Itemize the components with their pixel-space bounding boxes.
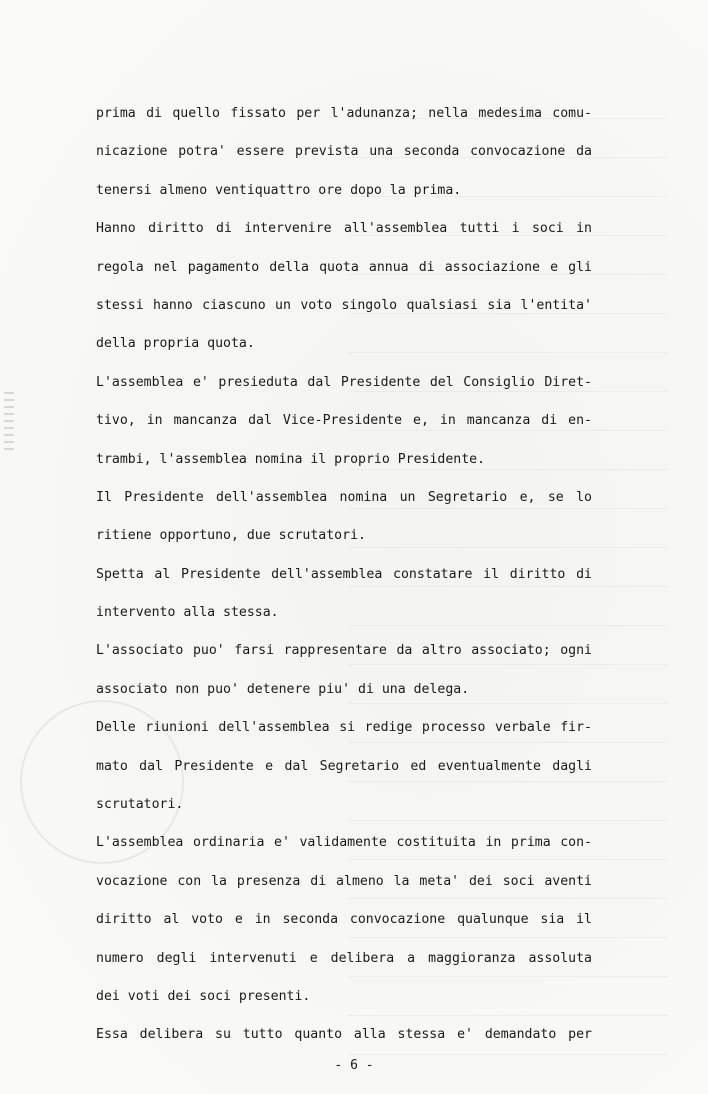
text-line: L'assemblea ordinaria e' validamente costituita in prima con-: [96, 835, 592, 851]
text-line: nicazione potra' essere prevista una seconda convocazione da: [96, 144, 592, 160]
text-line: L'associato puo' farsi rappresentare da altro associato; ogni: [96, 643, 592, 659]
text-line: tivo, in mancanza dal Vice-Presidente e, in mancanza di en-: [96, 413, 592, 429]
text-line: Delle riunioni dell'assemblea si redige processo verbale fir-: [96, 720, 592, 736]
text-line: stessi hanno ciascuno un voto singolo qualsiasi sia l'entita': [96, 297, 592, 313]
text-line: ritiene opportuno, due scrutatori.: [96, 528, 366, 544]
body-text: [96, 102, 592, 1062]
text-line: intervento alla stessa.: [96, 605, 279, 621]
text-line: regola nel pagamento della quota annua di associazione e gli: [96, 259, 592, 275]
text-line: mato dal Presidente e dal Segretario ed eventualmente dagli: [96, 758, 592, 774]
text-line: vocazione con la presenza di almeno la meta' dei soci aventi: [96, 873, 592, 889]
page-number: - 6 -: [334, 1058, 374, 1073]
text-line: associato non puo' detenere piu' di una delega.: [96, 681, 470, 697]
text-line: scrutatori.: [96, 797, 184, 813]
margin-mark: [4, 392, 14, 452]
text-line: L'assemblea e' presieduta dal Presidente del Consiglio Diret-: [96, 374, 592, 390]
text-line: tenersi almeno ventiquattro ore dopo la prima.: [96, 182, 462, 198]
text-line: numero degli intervenuti e delibera a maggioranza assoluta: [96, 950, 592, 966]
text-line: Spetta al Presidente dell'assemblea constatare il diritto di: [96, 566, 592, 582]
text-line: diritto al voto e in seconda convocazione qualunque sia il: [96, 912, 592, 928]
text-line: dei voti dei soci presenti.: [96, 988, 311, 1004]
text-line: Il Presidente dell'assemblea nomina un Segretario e, se lo: [96, 489, 592, 505]
text-line: trambi, l'assemblea nomina il proprio Presidente.: [96, 451, 486, 467]
text-line: Essa delibera su tutto quanto alla stessa e' demandato per: [96, 1027, 592, 1043]
text-line: prima di quello fissato per l'adunanza; nella medesima comu-: [96, 106, 592, 121]
text-line: della propria quota.: [96, 336, 255, 352]
text-line: Hanno diritto di intervenire all'assemblea tutti i soci in: [96, 221, 592, 237]
